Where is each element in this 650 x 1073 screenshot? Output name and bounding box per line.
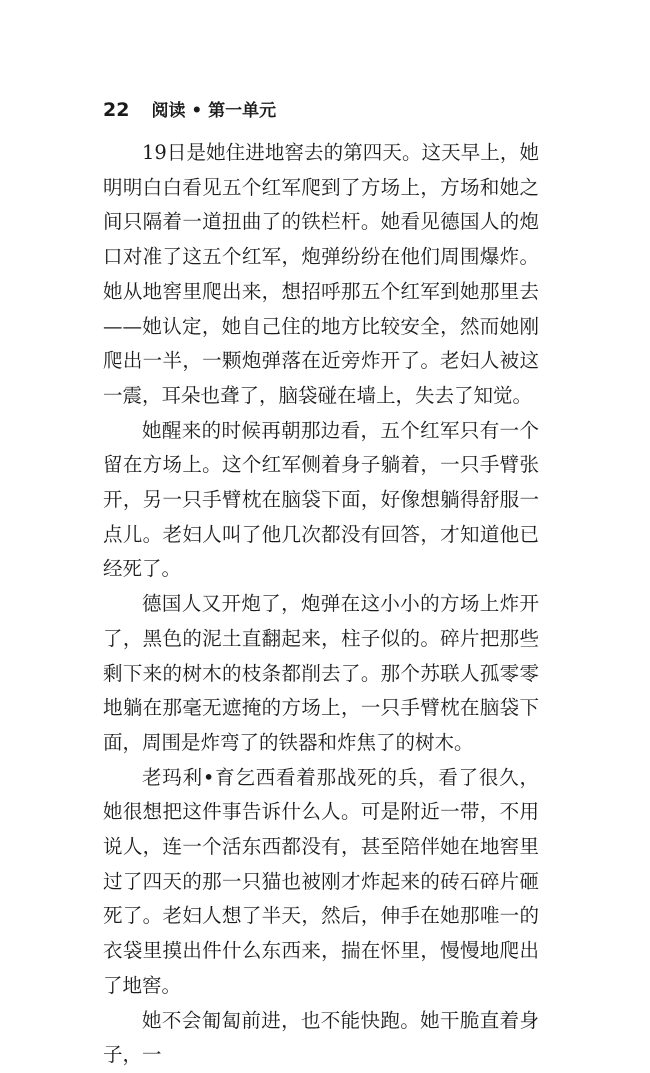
page-header [103, 96, 276, 121]
paragraph: 德国人又开炮了，炮弹在这小小的方场上炸开了，黑色的泥土直翻起来，柱子似的。碎片把那些剩下来的树木的枝条都削去了。那个苏联人孤零零地躺在那毫无遮掩的方场上，一只手臂枕在脑袋下面，周围是炸弯了的铁器和炸焦了的树木。 [103, 592, 539, 754]
paragraph: 19日是她住进地窖去的第四天。这天早上，她明明白白看见五个红军爬到了方场上，方场和她之间只隔着一道扭曲了的铁栏杆。她看见德国人的炮口对准了这五个红军，炮弹纷纷在他们周围爆炸。她从地窖里爬出来，想招呼那五个红军到她那里去——她认定，她自己住的地方比较安全，然而她刚爬出一半，一颗炮弹落在近旁炸开了。老妇人被这一震，耳朵也聋了，脑袋碰在墙上，失去了知觉。 [103, 141, 539, 407]
body-text [103, 136, 539, 1073]
paragraph: 她醒来的时候再朝那边看，五个红军只有一个留在方场上。这个红军侧着身子躺着，一只手臂张开，另一只手臂枕在脑袋下面，好像想躺得舒服一点儿。老妇人叫了他几次都没有回答，才知道他已经死了。 [103, 418, 539, 581]
section-title: 阅读 • 第一单元 [151, 101, 277, 121]
paragraph: 她不会匍匐前进，也不能快跑。她干脆直着身子，一 [103, 1008, 539, 1067]
page-number: 22 [103, 99, 130, 121]
paragraph: 老玛利•育乞西看着那战死的兵，看了很久，她很想把这件事告诉什么人。可是附近一带，不用说人，连一个活东西都没有，甚至陪伴她在地窖里过了四天的那一只猫也被刚才炸起来的砖石碎片砸死了。老妇人想了半天，然后，伸手在她那唯一的衣袋里摸出件什么东西来，揣在怀里，慢慢地爬出了地窖。 [103, 765, 539, 997]
